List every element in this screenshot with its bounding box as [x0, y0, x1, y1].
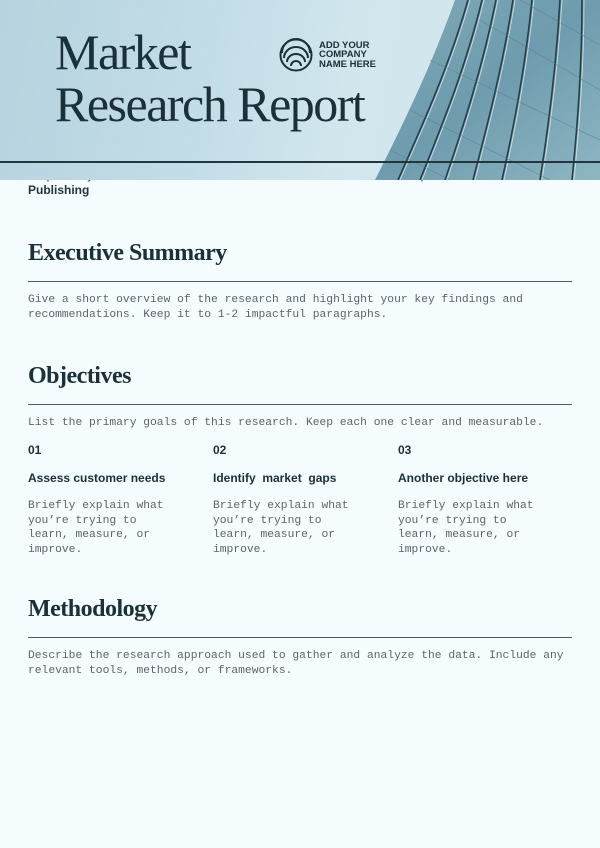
title-line-1: Market	[55, 24, 191, 80]
section-heading: Methodology	[28, 596, 158, 622]
objective-description: Briefly explain what you’re trying to learn, measure, or improve.	[398, 500, 534, 557]
objective-description: Briefly explain what you’re trying to learn, measure, or improve.	[28, 500, 164, 557]
objective-item	[398, 443, 583, 558]
building-facade-image	[370, 0, 600, 180]
section-divider	[28, 404, 572, 405]
company-logo	[279, 38, 376, 72]
title-line-2: Research Report	[55, 76, 365, 132]
objective-item	[213, 443, 398, 558]
logo-text-line-2: COMPANY	[319, 49, 367, 61]
objectives-section	[28, 361, 572, 431]
objective-item	[28, 443, 213, 558]
company-name-placeholder	[319, 41, 376, 70]
objective-number: 03	[398, 443, 412, 457]
objective-description: Briefly explain what you’re trying to learn, measure, or improve.	[213, 500, 349, 557]
section-heading: Executive Summary	[28, 240, 227, 266]
section-body: Describe the research approach used to gather and analyze the data. Include any relevant tools, methods, or frameworks.	[28, 650, 564, 677]
objective-title: Assess customer needs	[28, 471, 166, 485]
prepared-by-org: Publishing	[28, 183, 90, 197]
objective-number: 01	[28, 443, 42, 457]
section-divider	[28, 637, 572, 638]
concentric-arcs-logo-icon	[279, 38, 313, 72]
logo-text-line-1: ADD YOUR	[319, 39, 370, 51]
section-heading: Objectives	[28, 363, 131, 389]
executive-summary-section	[28, 238, 572, 323]
section-body: List the primary goals of this research. Keep each one clear and measurable.	[28, 417, 544, 429]
methodology-section	[28, 594, 572, 679]
objectives-list	[28, 443, 588, 558]
report-header	[0, 0, 600, 180]
logo-text-line-3: NAME HERE	[319, 58, 377, 70]
section-body: Give a short overview of the research and highlight your key findings and recommendations. Keep it to 1-2 impactful paragraphs.	[28, 294, 523, 321]
objective-title: Another objective here	[398, 471, 529, 485]
header-divider	[0, 161, 600, 163]
objective-title: Identify market gaps	[213, 471, 337, 485]
section-divider	[28, 281, 572, 282]
objective-number: 02	[213, 443, 227, 457]
